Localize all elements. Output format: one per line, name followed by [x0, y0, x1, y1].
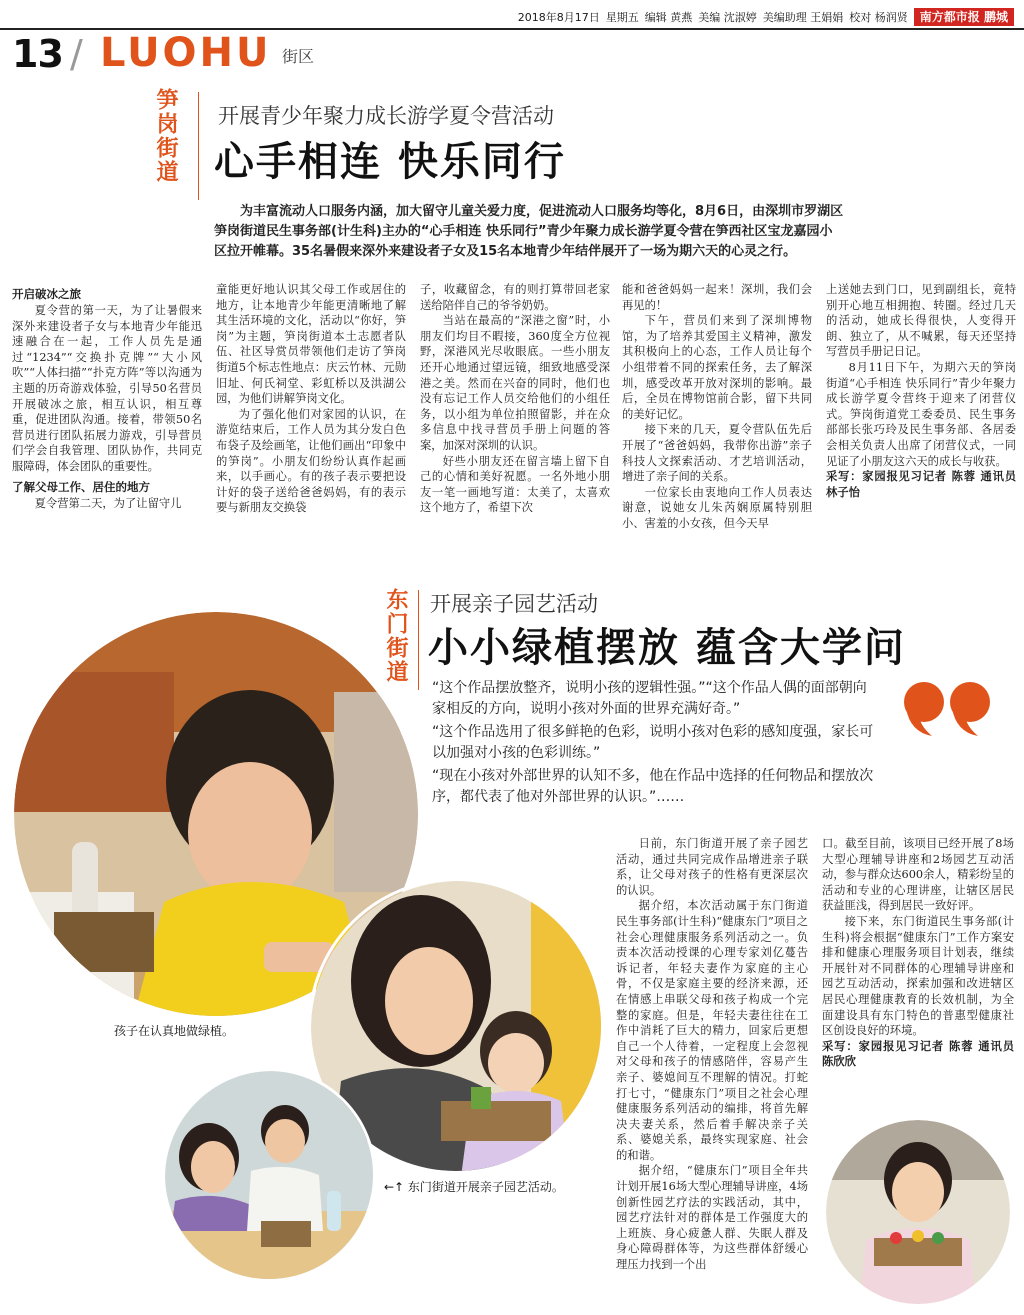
article2-column-2 [822, 836, 1014, 1116]
article1-column-1 [12, 282, 202, 536]
byline: 采写：家园报见习记者 陈蓉 通讯员 陈欣欣 [822, 1039, 1014, 1069]
paragraph: 下午，营员们来到了深圳博物馆，为了培养其爱国主义精神，激发其积极向上的心态，工作人员让每个小组带着不同的探索任务，去了解深圳，感受改革开放对深圳的影响。最后，全员在博物馆前合影，留下共同的美好记忆。 [622, 314, 812, 421]
caption-photo2: ←↑ 东门街道开展亲子园艺活动。 [384, 1180, 564, 1194]
article1-kicker: 开展青少年聚力成长游学夏令营活动 [218, 104, 554, 128]
photo-girl-holding-planter [826, 1120, 1010, 1304]
paragraph: 据介绍，“健康东门”项目全年共计划开展16场大型心理辅导讲座，4场创新性园艺疗法的实践活动，其中，园艺疗法针对的群体是工作强度大的上班族、身心疲惫人群、失眠人群及身心障碍群体等，为这些群体舒缓心理压力找到一个出 [616, 1164, 808, 1272]
paragraph: 子，收藏留念，有的则打算带回老家送给陪伴自己的爷爷奶奶。 [420, 283, 610, 312]
paragraph: 8月11日下午，为期六天的笋岗街道“心手相连 快乐同行”青少年聚力成长游学夏令营终于迎来了闭营仪式。笋岗街道党工委委员、民生事务部部长张巧玲及民生事务部、各居委会相关负责人出席了闭营仪式，一同见证了小朋友这六天的成长与收获。 [826, 360, 1016, 468]
paragraph: 接下来的几天，夏令营队伍先后开展了“爸爸妈妈，我带你出游”亲子科技人文探索活动、才艺培训活动，增进了亲子间的关系。 [622, 423, 812, 484]
paragraph: 日前，东门街道开展了亲子园艺活动，通过共同完成作品增进亲子联系，让父母对孩子的性格有更深层次的认识。 [616, 837, 808, 897]
paragraph: 为了强化他们对家园的认识，在游览结束后，工作人员为其分发白色布袋子及绘画笔，让他们画出“印象中的笋岗”。小朋友们纷纷认真作起画来，以手画心。有的孩子表示要把设计好的袋子送给爸爸妈妈，有的表示要与新朋友交换袋 [216, 407, 406, 515]
section-subtitle: 街区 [282, 47, 315, 66]
column-subheading: 开启破冰之旅 [12, 287, 81, 301]
paragraph: 夏令营第二天，为了让留守儿 [34, 496, 182, 510]
photo-family-at-table [162, 1068, 376, 1282]
column-subheading: 了解父母工作、居住的地方 [12, 479, 150, 494]
paragraph: 口。截至目前，该项目已经开展了8场大型心理辅导讲座和2场园艺互动活动，参与群众达600余人，精彩纷呈的活动和专业的心理讲座，让辖区居民获益匪浅，得到居民一致好评。 [822, 837, 1014, 913]
quote-2: “这个作品选用了很多鲜艳的色彩，说明小孩对色彩的感知度强，家长可以加强对小孩的色彩训练。” [432, 724, 874, 761]
page-slash: / [70, 32, 83, 76]
article2-quotes [432, 678, 880, 810]
weekday: 星期五 [605, 11, 639, 24]
paragraph: 上送她去到门口，见到副组长，竟特别开心地互相拥抱、转圈。经过几天的活动，她成长得很快，人变得开朗、独立了，从不喊累，每天还坚持写营员手册记日记。 [826, 283, 1016, 359]
article1-column-4 [622, 282, 812, 536]
paragraph: 好些小朋友还在留言墙上留下自己的心情和美好祝愿。一名外地小朋友一笔一画地写道：太美了，太喜欢这个地方了，希望下次 [420, 454, 610, 515]
quote-3: “现在小孩对外部世界的认知不多，他在作品中选择的任何物品和摆放次序，都代表了他对外部世界的认识。”…… [432, 768, 874, 805]
paragraph: 接下来，东门街道民生事务部(计生科)将会根据“健康东门”工作方案安排和健康心理服务项目计划表，继续开展针对不同群体的心理辅导讲座和园艺互动活动，探索加强和改进辖区居民心理健康教育的长效机制，为全面建设具有东门特色的普惠型健康社区创设良好的环境。 [822, 914, 1014, 1038]
article1-headline: 心手相连 快乐同行 [214, 139, 566, 185]
paragraph: 能和爸爸妈妈一起来！深圳，我们会再见的！ [622, 283, 812, 312]
article2-tag-divider [418, 590, 419, 690]
section-title: LUOHU [100, 30, 272, 76]
article1-street-tag: 笋岗街道 [153, 88, 178, 184]
caption-photo1: 孩子在认真地做绿植。 [114, 1024, 235, 1038]
article1-column-5 [826, 282, 1016, 536]
article2-column-1 [616, 836, 808, 1288]
article1-column-2 [216, 282, 406, 536]
designer: 美编 沈淑婷 [698, 11, 757, 24]
masthead-meta [518, 8, 1014, 26]
date: 2018年8月17日 [517, 11, 600, 24]
article1-column-3 [420, 282, 610, 536]
paragraph: 当站在最高的“深港之窗”时，小朋友们均目不暇接，360度全方位视野，深港风光尽收眼底。一些小朋友还开心地通过望远镜，细致地感受深港之美。然而在兴奋的同时，他们也没有忘记工作人员交给他们的小组任务，以小组为单位拍照留影，并在众多信息中找寻营员手册上问题的答案，加深对深圳的认识。 [420, 314, 610, 452]
article1-tag-divider [198, 92, 199, 200]
article2-kicker: 开展亲子园艺活动 [430, 592, 598, 616]
proofreader: 校对 杨润贤 [849, 11, 908, 24]
article2-headline: 小小绿植摆放 蕴含大学问 [428, 625, 906, 671]
paragraph: 童能更好地认识其父母工作或居住的地方，让本地青少年能更清晰地了解其生活环境的文化，活动以“你好，笋岗”为主题，笋岗街道本土志愿者队伍、社区导赏员带领他们走访了笋岗街道5个标志性地点：庆云竹林、元勋旧址、何氏祠堂、彩虹桥以及洪湖公园，为他们讲解笋岗文化。 [216, 283, 406, 406]
editor: 编辑 黄燕 [644, 11, 693, 24]
quote-mark-icon [902, 680, 998, 740]
article2-street-tag: 东门街道 [383, 588, 408, 684]
design-assistant: 美编助理 王娟娟 [762, 11, 844, 24]
byline: 采写：家园报见习记者 陈蓉 通讯员 林子怡 [826, 470, 1016, 499]
newspaper-logo: 南方都市报 鹏城 [914, 8, 1014, 26]
paragraph: 一位家长由衷地向工作人员表达谢意，说她女儿朱芮娴原属特别胆小、害羞的小女孩，但今天早 [622, 485, 812, 530]
article1-lead: 为丰富流动人口服务内涵，加大留守儿童关爱力度，促进流动人口服务均等化，8月6日，由深圳市罗湖区笋岗街道民生事务部(计生科)主办的“心手相连 快乐同行”青少年聚力成长游学夏令营在笋西社区宝龙嘉园小区拉开帷幕。35名暑假来深外来建设者子女及15名本地青少年结伴展开了一场为期六天的心灵之行。 [214, 204, 844, 259]
paragraph: 夏令营的第一天，为了让暑假来深外来建设者子女与本地青少年能迅速融合在一起，工作人员先是通过“1234”“交换扑克牌”“大小风吹”“人体扫描”“扑克方阵”等以沟通为主题的历奇游戏体验，引导50名营员开展破冰之旅，相互认识，相互尊重，促进团队沟通。接着，带领50名营员进行团队拓展力游戏，引导营员们学会自我管理、团队协作，共同克服障碍，体会团队的重要性。 [12, 304, 202, 473]
quote-1: “这个作品摆放整齐，说明小孩的逻辑性强。”“这个作品人偶的面部朝向家相反的方向，说明小孩对外面的世界充满好奇。” [432, 680, 867, 717]
page-number: 13 [12, 32, 63, 76]
paragraph: 据介绍，本次活动属于东门街道民生事务部(计生科)“健康东门”项目之社会心理健康服务系列活动之一。负责本次活动授课的心理专家刘亿蔓告诉记者，年轻夫妻作为家庭的主心骨，不仅是家庭主要的经济来源，还在情感上串联父母和孩子构成一个完整的家庭。但是，年轻夫妻往往在工作中消耗了巨大的精力，回家后更想自己一个人待着，一定程度上会忽视对父母和孩子的情感陪伴，容易产生亲子、婆媳间互不理解的情况。打蛇打七寸，“健康东门”项目之社会心理健康服务系列活动的编排，将首先解决夫妻关系，然后着手解决亲子关系、婆媳关系，最终实现家庭、社会的和谐。 [616, 899, 808, 1162]
